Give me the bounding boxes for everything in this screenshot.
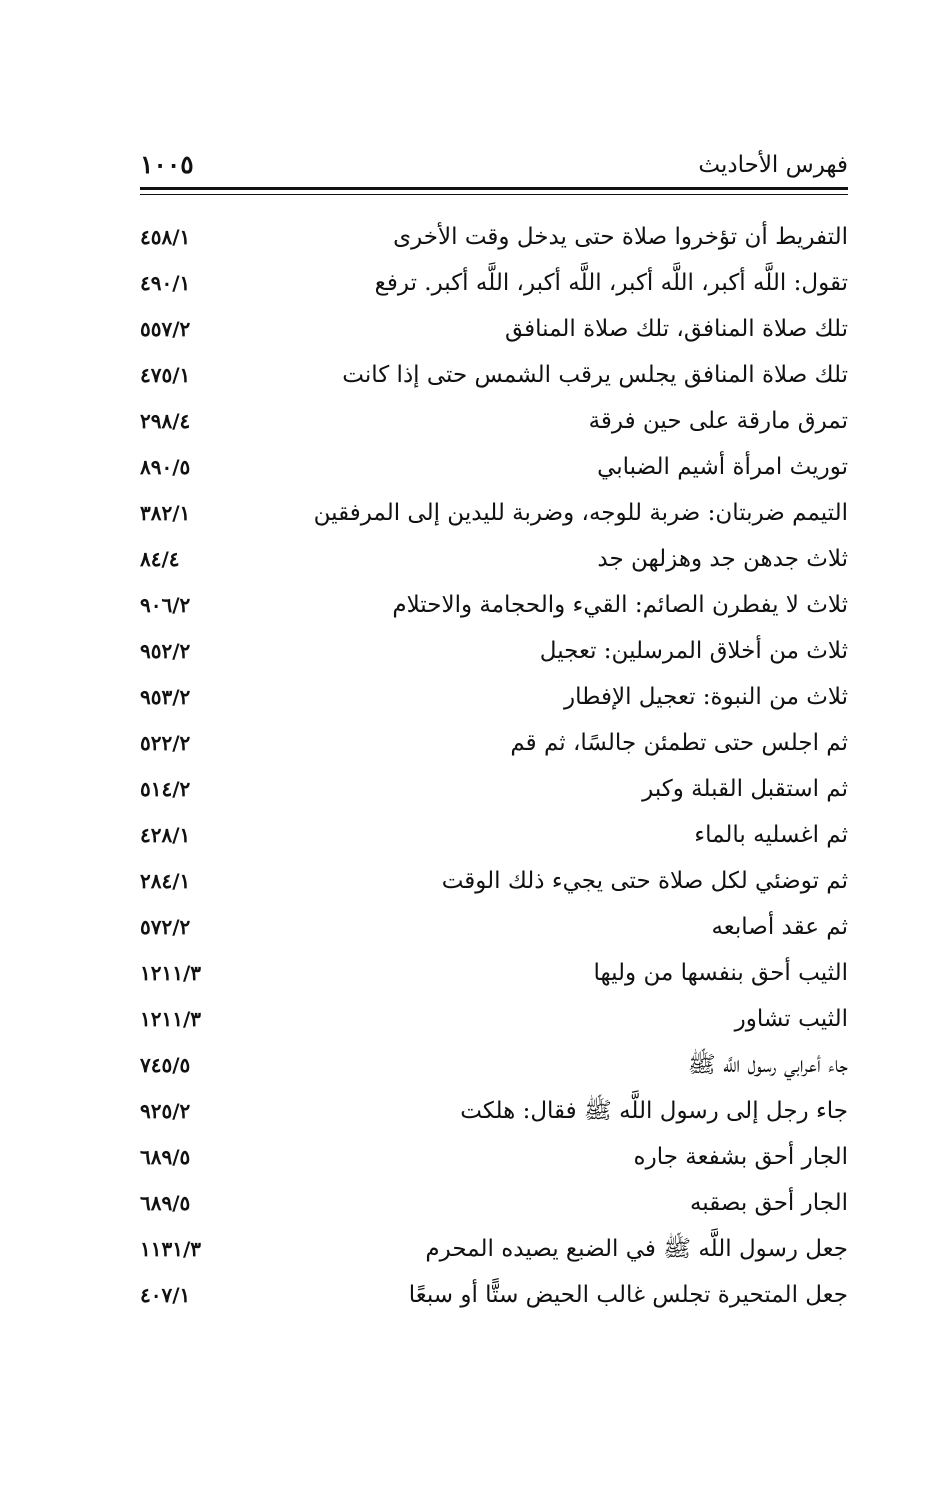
volume-page-reference: ٢٨٤/١ [140,869,191,893]
index-entry [140,860,848,906]
index-entry [140,538,848,584]
hadith-text: ثم اجلس حتى تطمئن جالسًا، ثم قم [510,730,848,756]
index-entry [140,1182,848,1228]
hadith-text: ثلاث من أخلاق المرسلين: تعجيل [539,638,848,664]
hadith-text: ثم اغسليه بالماء [694,822,848,848]
volume-page-reference: ٥٢٢/٢ [140,731,191,755]
index-entry [140,906,848,952]
page-number: ١٠٠٥ [140,150,194,179]
hadith-text: توريث امرأة أشيم الضبابي [597,454,848,480]
index-entry [140,216,848,262]
index-entry [140,768,848,814]
hadith-text: الثيب أحق بنفسها من وليها [593,960,848,986]
volume-page-reference: ١٢١١/٣ [140,961,202,985]
volume-page-reference: ٣٨٢/١ [140,501,191,525]
hadith-text: الجار أحق بصقبه [689,1190,848,1216]
volume-page-reference: ٩٠٦/٢ [140,593,191,617]
hadith-text: تلك صلاة المنافق يجلس يرقب الشمس حتى إذا كانت [342,362,848,388]
index-entry [140,998,848,1044]
volume-page-reference: ٤٧٥/١ [140,363,191,387]
hadith-text: تمرق مارقة على حين فرقة [588,408,848,434]
volume-page-reference: ٦٨٩/٥ [140,1145,191,1169]
volume-page-reference: ٤٠٧/١ [140,1283,191,1307]
header-rule-thick [140,187,848,190]
volume-page-reference: ٥٥٧/٢ [140,317,191,341]
index-entry [140,676,848,722]
volume-page-reference: ١٢١١/٣ [140,1007,202,1031]
index-entry [140,262,848,308]
hadith-text: ثم عقد أصابعه [711,914,848,940]
volume-page-reference: ٥٧٢/٢ [140,915,191,939]
hadith-text: جعل المتحيرة تجلس غالب الحيض ستًّا أو سبعًا [408,1282,848,1308]
index-entry [140,308,848,354]
hadith-text: ثلاث جدهن جد وهزلهن جد [597,546,848,572]
hadith-text: التفريط أن تؤخروا صلاة حتى يدخل وقت الأخرى [393,224,848,250]
volume-page-reference: ٤٢٨/١ [140,823,191,847]
index-entry [140,630,848,676]
volume-page-reference: ٩٥٣/٢ [140,685,191,709]
hadith-index-list [140,216,848,1320]
index-entry [140,952,848,998]
index-entry [140,814,848,860]
hadith-text: ثم استقبل القبلة وكبر [642,776,848,802]
index-entry [140,446,848,492]
volume-page-reference: ١١٣١/٣ [140,1237,202,1261]
page-header [140,148,848,182]
volume-page-reference: ٥١٤/٢ [140,777,191,801]
hadith-text: ثم توضئي لكل صلاة حتى يجيء ذلك الوقت [441,868,848,894]
index-entry [140,1228,848,1274]
hadith-text: تلك صلاة المنافق، تلك صلاة المنافق [504,316,848,342]
index-entry [140,584,848,630]
volume-page-reference: ٤٩٠/١ [140,271,191,295]
hadith-text: جاء رجل إلى رسول اللَّه ﷺ فقال: هلكت [460,1098,848,1124]
hadith-text: ثلاث من النبوة: تعجيل الإفطار [564,684,848,710]
hadith-text: الجار أحق بشفعة جاره [633,1144,848,1170]
volume-page-reference: ٨٤/٤ [140,547,180,571]
index-entry [140,1274,848,1320]
volume-page-reference: ٧٤٥/٥ [140,1053,191,1077]
volume-page-reference: ٩٢٥/٢ [140,1099,191,1123]
index-entry [140,1136,848,1182]
hadith-text: الثيب تشاور [734,1006,848,1032]
index-entry [140,1090,848,1136]
volume-page-reference: ٨٩٠/٥ [140,455,191,479]
hadith-text: جاء أعرابي رسول اللَّه ﷺ [687,1052,848,1078]
hadith-text: جعل رسول اللَّه ﷺ في الضبع يصيده المحرم [425,1236,848,1262]
header-rule-thin [140,194,848,195]
volume-page-reference: ٢٩٨/٤ [140,409,191,433]
volume-page-reference: ٤٥٨/١ [140,225,191,249]
index-entry [140,492,848,538]
hadith-text: ثلاث لا يفطرن الصائم: القيء والحجامة والاحتلام [392,592,848,618]
index-entry [140,722,848,768]
index-entry [140,1044,848,1090]
hadith-text: تقول: اللَّه أكبر، اللَّه أكبر، اللَّه أكبر، اللَّه أكبر. ترفع [374,270,848,296]
index-entry [140,354,848,400]
running-title: فهرس الأحاديث [698,152,848,178]
index-entry [140,400,848,446]
hadith-text: التيمم ضربتان: ضربة للوجه، وضربة لليدين إلى المرفقين [313,500,848,526]
volume-page-reference: ٦٨٩/٥ [140,1191,191,1215]
volume-page-reference: ٩٥٢/٢ [140,639,191,663]
